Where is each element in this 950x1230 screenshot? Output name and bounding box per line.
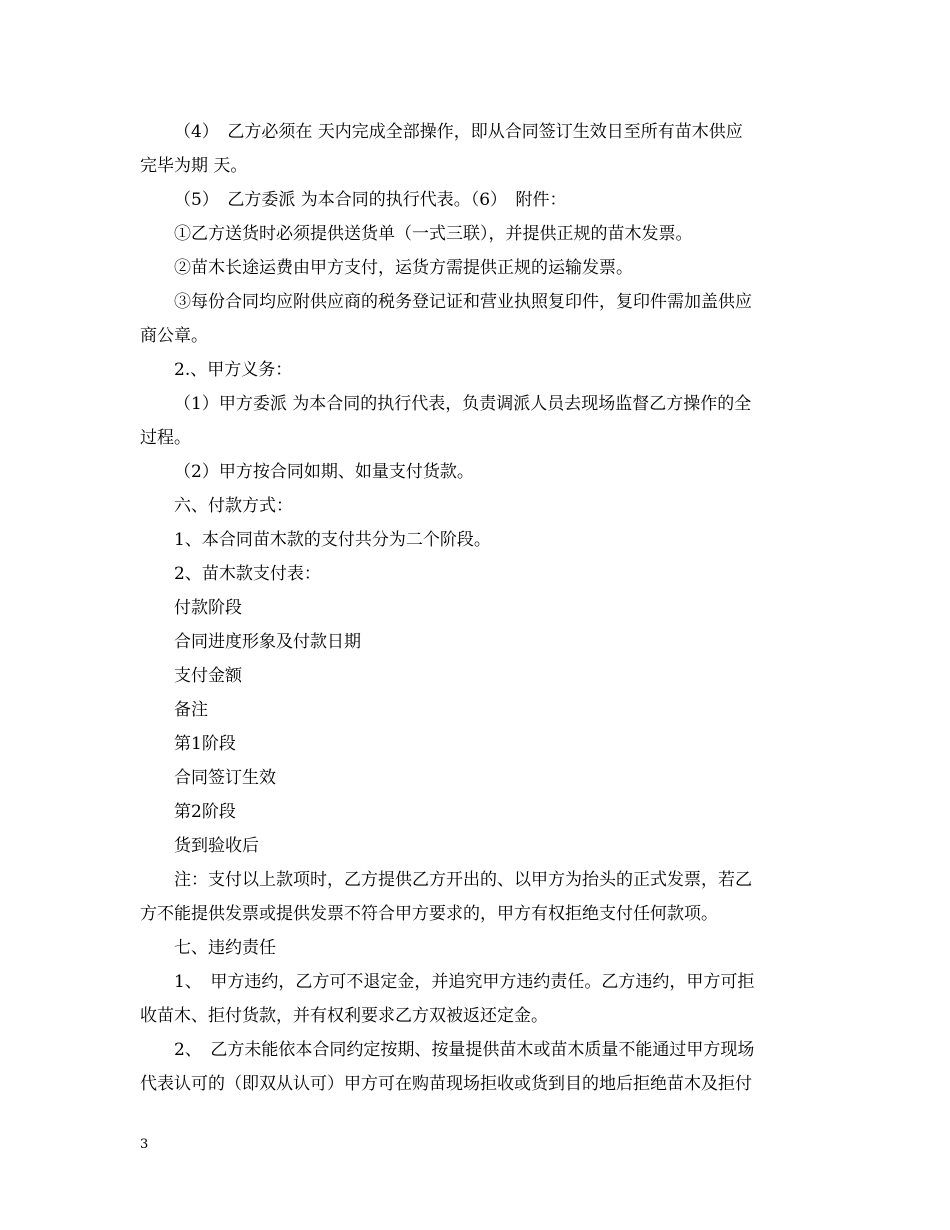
paragraph-line: 商公章。 (140, 326, 208, 346)
paragraph-line: 过程。 (140, 428, 191, 448)
paragraph-line: （2）甲方按合同如期、如量支付货款。 (174, 462, 474, 482)
paragraph-line: （1）甲方委派 为本合同的执行代表，负责调派人员去现场监督乙方操作的全 (174, 394, 752, 414)
table-cell: 货到验收后 (174, 836, 259, 856)
paragraph-line: 代表认可的（即双从认可）甲方可在购苗现场拒收或货到目的地后拒绝苗木及拒付 (140, 1074, 752, 1094)
table-cell: 合同签订生效 (174, 768, 276, 788)
paragraph-line: 2.、甲方义务： (174, 360, 293, 380)
table-cell: 第1阶段 (174, 734, 236, 754)
table-cell: 支付金额 (174, 666, 242, 686)
table-cell: 合同进度形象及付款日期 (174, 632, 361, 652)
table-cell: 付款阶段 (174, 598, 242, 618)
paragraph-line: ①乙方送货时必须提供送货单（一式三联），并提供正规的苗木发票。 (174, 224, 693, 244)
paragraph-line: （5） 乙方委派 为本合同的执行代表。（6） 附件： (174, 190, 567, 210)
section-heading: 六、付款方式： (174, 496, 293, 516)
paragraph-line: 注：支付以上款项时，乙方提供乙方开出的、以甲方为抬头的正式发票，若乙 (174, 870, 752, 890)
table-cell: 备注 (174, 700, 208, 720)
paragraph-line: 2、苗木款支付表： (174, 564, 321, 584)
paragraph-line: 1、本合同苗木款的支付共分为二个阶段。 (174, 530, 491, 550)
paragraph-line: ②苗木长途运费由甲方支付，运货方需提供正规的运输发票。 (174, 258, 633, 278)
paragraph-line: 方不能提供发票或提供发票不符合甲方要求的，甲方有权拒绝支付任何款项。 (140, 904, 718, 924)
paragraph-line: 2、 乙方未能依本合同约定按期、按量提供苗木或苗木质量不能通过甲方现场 (174, 1040, 755, 1060)
paragraph-line: 收苗木、拒付货款，并有权利要求乙方双被返还定金。 (140, 1006, 548, 1026)
page-number: 3 (140, 1137, 149, 1152)
paragraph-line: ③每份合同均应附供应商的税务登记证和营业执照复印件，复印件需加盖供应 (174, 292, 752, 312)
table-cell: 第2阶段 (174, 802, 236, 822)
section-heading: 七、违约责任 (174, 938, 276, 958)
paragraph-line: （4） 乙方必须在 天内完成全部操作，即从合同签订生效日至所有苗木供应 (174, 122, 743, 142)
paragraph-line: 完毕为期 天。 (140, 156, 248, 176)
paragraph-line: 1、 甲方违约，乙方可不退定金，并追究甲方违约责任。乙方违约，甲方可拒 (174, 972, 755, 992)
